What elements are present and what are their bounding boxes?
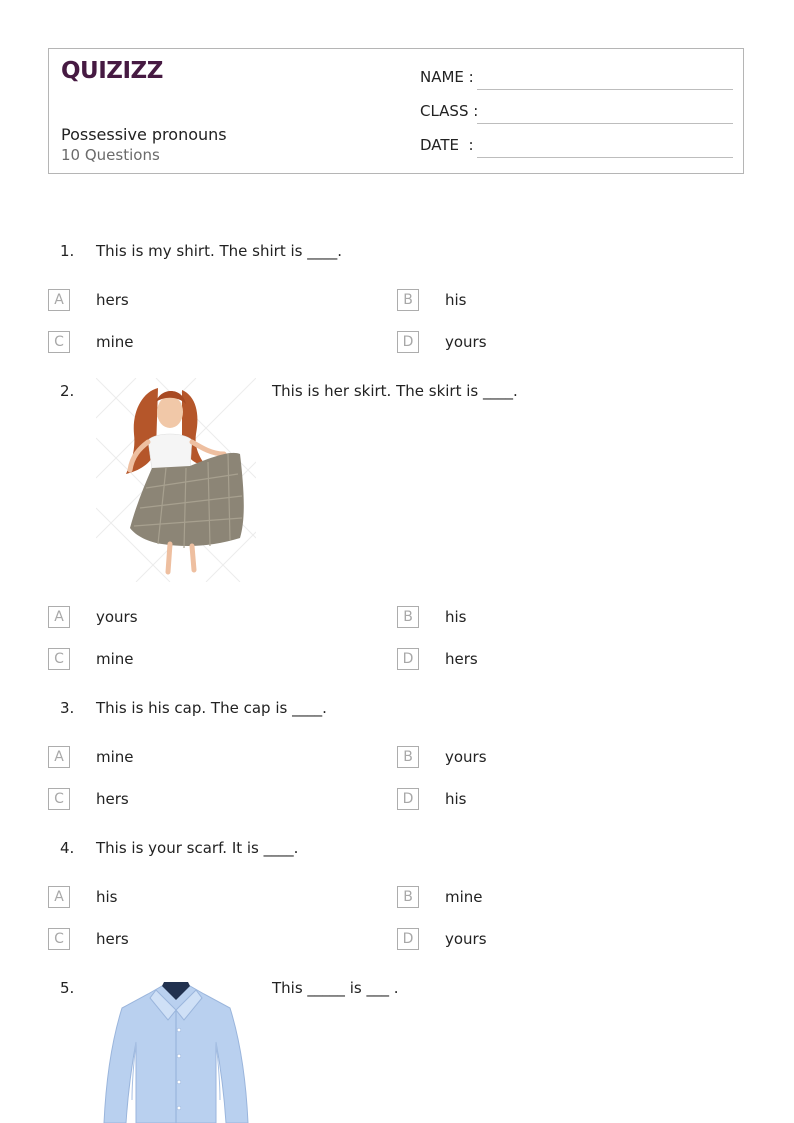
option-a-text: yours xyxy=(96,608,138,626)
option-b-box: B xyxy=(397,746,419,768)
date-label: DATE : xyxy=(420,136,474,154)
option-d-text: yours xyxy=(445,930,487,948)
question-text: This is his cap. The cap is ____. xyxy=(96,699,327,717)
question-number: 5. xyxy=(60,979,75,997)
option-d-box: D xyxy=(397,331,419,353)
quizizz-logo: QUIZIZZ xyxy=(61,58,163,84)
option-a-box: A xyxy=(48,289,70,311)
worksheet-title: Possessive pronouns xyxy=(61,125,227,144)
question-count: 10 Questions xyxy=(61,146,160,164)
option-d-box: D xyxy=(397,788,419,810)
option-a-text: mine xyxy=(96,748,134,766)
class-line xyxy=(477,123,733,124)
option-a-box: A xyxy=(48,606,70,628)
class-label: CLASS : xyxy=(420,102,479,120)
option-b-box: B xyxy=(397,606,419,628)
option-b-text: his xyxy=(445,608,467,626)
option-d-text: hers xyxy=(445,650,478,668)
option-c-text: mine xyxy=(96,333,134,351)
question-number: 4. xyxy=(60,839,75,857)
option-b-box: B xyxy=(397,886,419,908)
option-d-box: D xyxy=(397,648,419,670)
skirt-image xyxy=(96,378,256,582)
date-line xyxy=(477,157,733,158)
option-d-box: D xyxy=(397,928,419,950)
worksheet-header xyxy=(48,48,744,174)
question-text: This is your scarf. It is ____. xyxy=(96,839,299,857)
option-c-box: C xyxy=(48,648,70,670)
option-a-box: A xyxy=(48,746,70,768)
name-line xyxy=(477,89,733,90)
option-b-box: B xyxy=(397,289,419,311)
option-c-text: hers xyxy=(96,930,129,948)
option-b-text: yours xyxy=(445,748,487,766)
option-a-text: his xyxy=(96,888,118,906)
option-c-text: mine xyxy=(96,650,134,668)
option-d-text: his xyxy=(445,790,467,808)
name-label: NAME : xyxy=(420,68,474,86)
option-c-box: C xyxy=(48,928,70,950)
option-a-text: hers xyxy=(96,291,129,309)
question-text: This _____ is ___ . xyxy=(272,979,399,997)
option-b-text: his xyxy=(445,291,467,309)
option-a-box: A xyxy=(48,886,70,908)
option-c-box: C xyxy=(48,331,70,353)
option-c-box: C xyxy=(48,788,70,810)
question-text: This is my shirt. The shirt is ____. xyxy=(96,242,342,260)
question-number: 3. xyxy=(60,699,75,717)
question-number: 2. xyxy=(60,382,75,400)
option-b-text: mine xyxy=(445,888,483,906)
question-number: 1. xyxy=(60,242,75,260)
shirt-image xyxy=(96,980,256,1123)
option-d-text: yours xyxy=(445,333,487,351)
question-text: This is her skirt. The skirt is ____. xyxy=(272,382,518,400)
option-c-text: hers xyxy=(96,790,129,808)
